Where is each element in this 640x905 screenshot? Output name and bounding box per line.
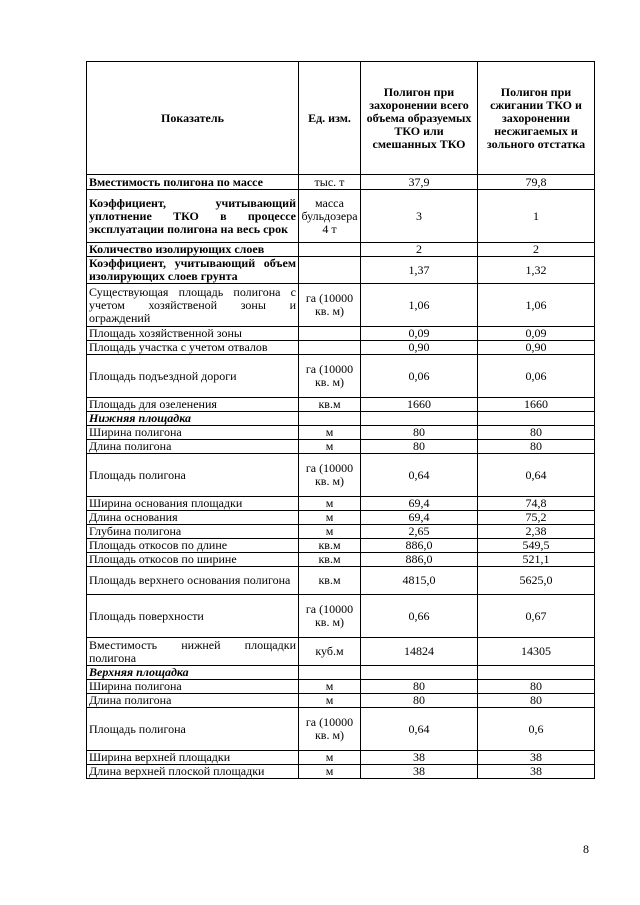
table-row [87,539,595,553]
row-name: Количество изолирующих слоев [87,243,299,257]
row-value-incineration: 1660 [478,398,595,412]
row-unit: м [299,497,361,511]
row-value-burial: 1,37 [361,257,478,284]
row-value-incineration: 1,06 [478,284,595,327]
row-value-burial: 0,09 [361,327,478,341]
row-value-burial: 69,4 [361,511,478,525]
row-name: Вместимость полигона по массе [87,175,299,190]
row-value-burial: 38 [361,765,478,779]
header-unit: Ед. изм. [299,62,361,175]
table-row [87,553,595,567]
row-name: Длина верхней плоской площадки [87,765,299,779]
row-unit: м [299,765,361,779]
row-name: Длина основания [87,511,299,525]
row-value-incineration: 14305 [478,638,595,666]
row-unit: га (10000 кв. м) [299,708,361,751]
row-value-incineration: 75,2 [478,511,595,525]
row-value-burial: 2 [361,243,478,257]
table-row [87,426,595,440]
row-name: Глубина полигона [87,525,299,539]
row-unit: м [299,440,361,454]
row-name: Площадь участка с учетом отвалов [87,341,299,355]
row-unit: га (10000 кв. м) [299,355,361,398]
table-header [87,62,595,175]
header-row [87,62,595,175]
table-row [87,525,595,539]
row-value-incineration: 521,1 [478,553,595,567]
table-row [87,680,595,694]
row-name: Ширина верхней площадки [87,751,299,765]
row-unit [299,327,361,341]
row-name: Ширина основания площадки [87,497,299,511]
table-row [87,412,595,426]
row-value-incineration: 2 [478,243,595,257]
row-name: Ширина полигона [87,680,299,694]
row-name: Площадь полигона [87,708,299,751]
table-row [87,175,595,190]
row-value-burial: 38 [361,751,478,765]
row-unit: м [299,680,361,694]
row-unit [299,666,361,680]
table-row [87,341,595,355]
row-unit: га (10000 кв. м) [299,595,361,638]
row-value-burial: 0,06 [361,355,478,398]
row-unit: масса бульдозера 4 т [299,190,361,243]
row-value-incineration: 74,8 [478,497,595,511]
table-row [87,454,595,497]
row-value-incineration: 1,32 [478,257,595,284]
data-table [86,61,595,779]
row-value-burial [361,666,478,680]
row-name: Существующая площадь полигона с учетом хозяйственой зоны и ограждений [87,284,299,327]
row-unit: м [299,751,361,765]
table-row [87,595,595,638]
row-unit: м [299,511,361,525]
table-row [87,243,595,257]
header-landfill-incineration: Полигон при сжигании ТКО и захоронении несжигаемых и зольного отстатка [478,62,595,175]
table-row [87,440,595,454]
row-value-burial: 80 [361,440,478,454]
table-row [87,190,595,243]
row-value-burial: 0,66 [361,595,478,638]
row-name: Площадь откосов по длине [87,539,299,553]
table-row [87,355,595,398]
row-name: Площадь поверхности [87,595,299,638]
row-value-incineration: 0,90 [478,341,595,355]
row-value-incineration: 0,06 [478,355,595,398]
row-value-burial [361,412,478,426]
row-value-incineration: 80 [478,694,595,708]
row-value-incineration [478,412,595,426]
row-value-burial: 37,9 [361,175,478,190]
header-indicator: Показатель [87,62,299,175]
row-value-incineration: 80 [478,680,595,694]
row-name: Площадь верхнего основания полигона [87,567,299,595]
row-unit: куб.м [299,638,361,666]
table-row [87,666,595,680]
row-name: Вместимость нижней площадки полигона [87,638,299,666]
row-name: Коэффициент, учитывающий объем изолирующих слоев грунта [87,257,299,284]
row-value-burial: 69,4 [361,497,478,511]
row-name: Нижняя площадка [87,412,299,426]
row-name: Верхняя площадка [87,666,299,680]
table-row [87,257,595,284]
header-landfill-burial: Полигон при захоронении всего объема образуемых ТКО или смешанных ТКО [361,62,478,175]
row-name: Площадь подъездной дороги [87,355,299,398]
row-name: Длина полигона [87,694,299,708]
row-unit [299,341,361,355]
row-value-incineration: 38 [478,765,595,779]
row-name: Площадь хозяйственной зоны [87,327,299,341]
table-row [87,497,595,511]
row-name: Ширина полигона [87,426,299,440]
row-value-burial: 2,65 [361,525,478,539]
row-unit [299,412,361,426]
row-name: Длина полигона [87,440,299,454]
table-row [87,638,595,666]
row-name: Коэффициент, учитывающий уплотнение ТКО в процессе эксплуатации полигона на весь срок [87,190,299,243]
row-value-incineration: 5625,0 [478,567,595,595]
row-value-burial: 80 [361,694,478,708]
row-unit: м [299,694,361,708]
row-value-burial: 80 [361,426,478,440]
row-value-incineration: 38 [478,751,595,765]
row-value-incineration: 549,5 [478,539,595,553]
table-row [87,765,595,779]
table-body [87,175,595,779]
row-unit: га (10000 кв. м) [299,454,361,497]
row-value-burial: 886,0 [361,539,478,553]
row-unit: кв.м [299,553,361,567]
row-unit: кв.м [299,398,361,412]
row-value-incineration: 0,67 [478,595,595,638]
table-row [87,694,595,708]
table-row [87,284,595,327]
row-value-incineration: 1 [478,190,595,243]
row-value-incineration [478,666,595,680]
row-unit: кв.м [299,539,361,553]
row-value-incineration: 80 [478,426,595,440]
row-value-burial: 0,64 [361,454,478,497]
row-unit: м [299,525,361,539]
row-name: Площадь полигона [87,454,299,497]
row-unit: кв.м [299,567,361,595]
table-row [87,751,595,765]
row-value-burial: 1,06 [361,284,478,327]
table-row [87,511,595,525]
row-value-burial: 1660 [361,398,478,412]
row-value-incineration: 2,38 [478,525,595,539]
table-row [87,567,595,595]
row-value-burial: 4815,0 [361,567,478,595]
row-value-incineration: 0,09 [478,327,595,341]
row-unit: га (10000 кв. м) [299,284,361,327]
page-number: 8 [583,842,589,856]
row-name: Площадь откосов по ширине [87,553,299,567]
row-unit: тыс. т [299,175,361,190]
row-value-burial: 0,64 [361,708,478,751]
row-value-burial: 80 [361,680,478,694]
row-unit: м [299,426,361,440]
row-value-burial: 0,90 [361,341,478,355]
row-name: Площадь для озеленения [87,398,299,412]
row-unit [299,257,361,284]
row-value-incineration: 0,6 [478,708,595,751]
table-row [87,327,595,341]
table-row [87,708,595,751]
table-row [87,398,595,412]
row-unit [299,243,361,257]
row-value-incineration: 80 [478,440,595,454]
row-value-burial: 14824 [361,638,478,666]
row-value-burial: 886,0 [361,553,478,567]
row-value-incineration: 79,8 [478,175,595,190]
row-value-burial: 3 [361,190,478,243]
row-value-incineration: 0,64 [478,454,595,497]
